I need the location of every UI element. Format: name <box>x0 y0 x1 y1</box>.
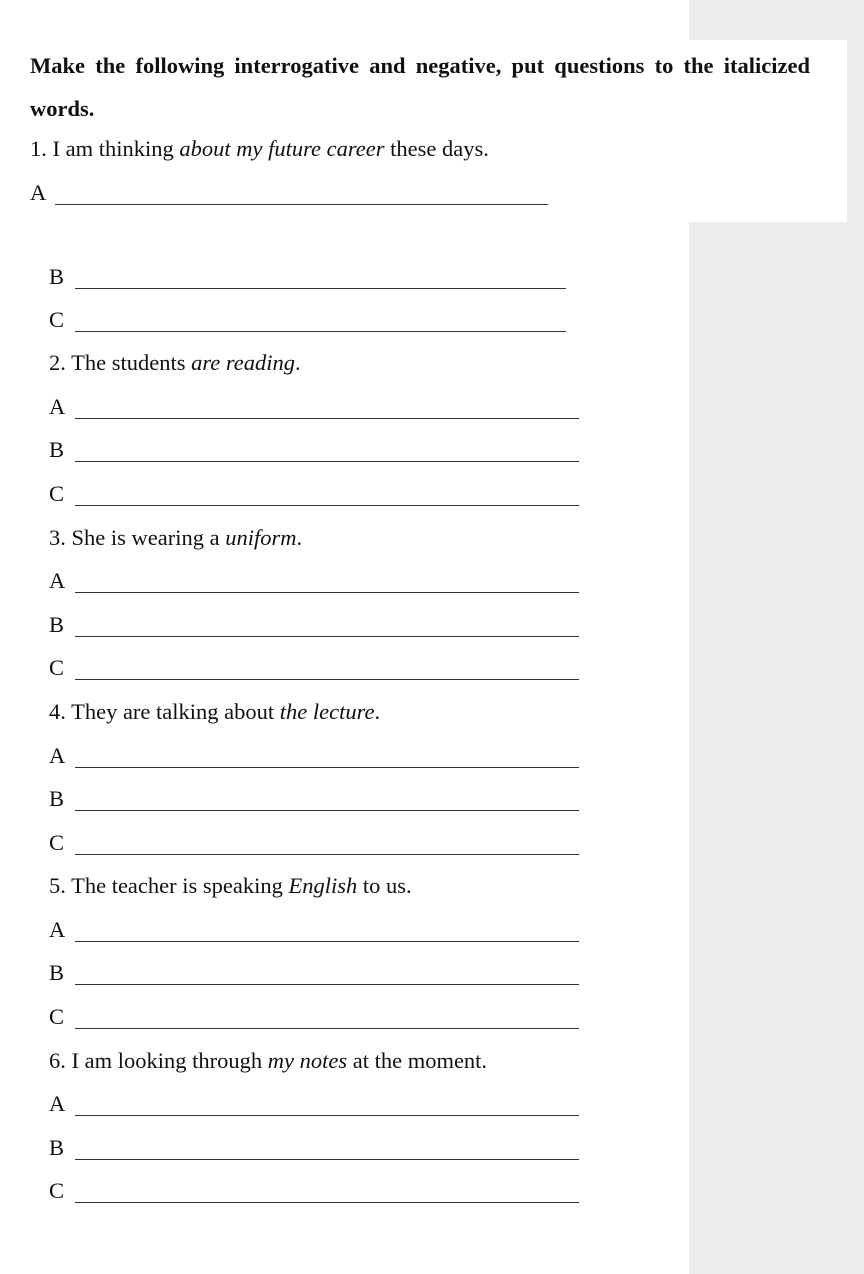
question-number: 3. <box>49 525 66 550</box>
answer-blank[interactable] <box>75 679 579 680</box>
answer-label-b: B <box>49 264 65 289</box>
answer-blank[interactable] <box>75 810 579 811</box>
answer-blank[interactable] <box>75 461 579 462</box>
answer-label-b: B <box>49 437 65 462</box>
answer-label-b: B <box>49 786 65 811</box>
question-2 <box>49 350 301 376</box>
question-number: 6. <box>49 1048 66 1073</box>
answer-label-a: A <box>49 743 66 768</box>
question-number: 5. <box>49 873 66 898</box>
italicized-words: the lecture <box>279 699 375 724</box>
answer-label-c: C <box>49 1178 65 1203</box>
question-text: I am looking through <box>71 1048 268 1073</box>
answer-blank[interactable] <box>75 505 579 506</box>
answer-label-b: B <box>49 612 65 637</box>
question-text-end: . <box>296 525 303 550</box>
answer-label-a: A <box>49 917 66 942</box>
answer-label-a: A <box>30 180 47 205</box>
answer-label-c: C <box>49 655 65 680</box>
question-text-end: . <box>295 350 301 375</box>
question-1 <box>30 136 489 162</box>
answer-blank[interactable] <box>75 418 579 419</box>
answer-blank[interactable] <box>55 204 548 205</box>
instruction-text: Make the following interrogative and negative, put questions to the italicized words. <box>30 53 810 121</box>
answer-blank[interactable] <box>75 592 579 593</box>
italicized-words: my notes <box>267 1048 348 1073</box>
answer-blank[interactable] <box>75 331 566 332</box>
answer-blank[interactable] <box>75 767 579 768</box>
answer-blank[interactable] <box>75 1202 579 1203</box>
question-text-end: at the moment. <box>347 1048 488 1073</box>
italicized-words: are reading <box>191 350 296 375</box>
question-text-end: to us. <box>357 873 412 898</box>
question-5 <box>49 873 412 899</box>
question-4 <box>49 699 380 725</box>
question-text-end: . <box>374 699 381 724</box>
answer-label-c: C <box>49 830 65 855</box>
answer-blank[interactable] <box>75 984 579 985</box>
question-3 <box>49 525 302 551</box>
italicized-words: about my future career <box>179 136 385 161</box>
answer-label-c: C <box>49 1004 65 1029</box>
question-number: 4. <box>49 699 66 724</box>
answer-blank[interactable] <box>75 1159 579 1160</box>
answer-label-c: C <box>49 307 65 332</box>
question-text: The teacher is speaking <box>71 873 289 898</box>
question-6 <box>49 1048 487 1074</box>
answer-blank[interactable] <box>75 854 579 855</box>
answer-label-a: A <box>49 394 66 419</box>
answer-blank[interactable] <box>75 1115 579 1116</box>
question-text: I am thinking <box>52 136 180 161</box>
answer-blank[interactable] <box>75 636 579 637</box>
question-text: The students <box>71 350 192 375</box>
question-text-end: these days. <box>384 136 489 161</box>
answer-label-c: C <box>49 481 65 506</box>
answer-blank[interactable] <box>75 288 566 289</box>
question-number: 1. <box>30 136 47 161</box>
question-number: 2. <box>49 350 66 375</box>
answer-label-b: B <box>49 960 65 985</box>
answer-label-a: A <box>49 568 66 593</box>
question-text: She is wearing a <box>71 525 226 550</box>
italicized-words: uniform <box>225 525 297 550</box>
question-text: They are talking about <box>71 699 280 724</box>
answer-blank[interactable] <box>75 1028 579 1029</box>
answer-label-a: A <box>49 1091 66 1116</box>
answer-label-b: B <box>49 1135 65 1160</box>
italicized-words: English <box>288 873 358 898</box>
answer-blank[interactable] <box>75 941 579 942</box>
